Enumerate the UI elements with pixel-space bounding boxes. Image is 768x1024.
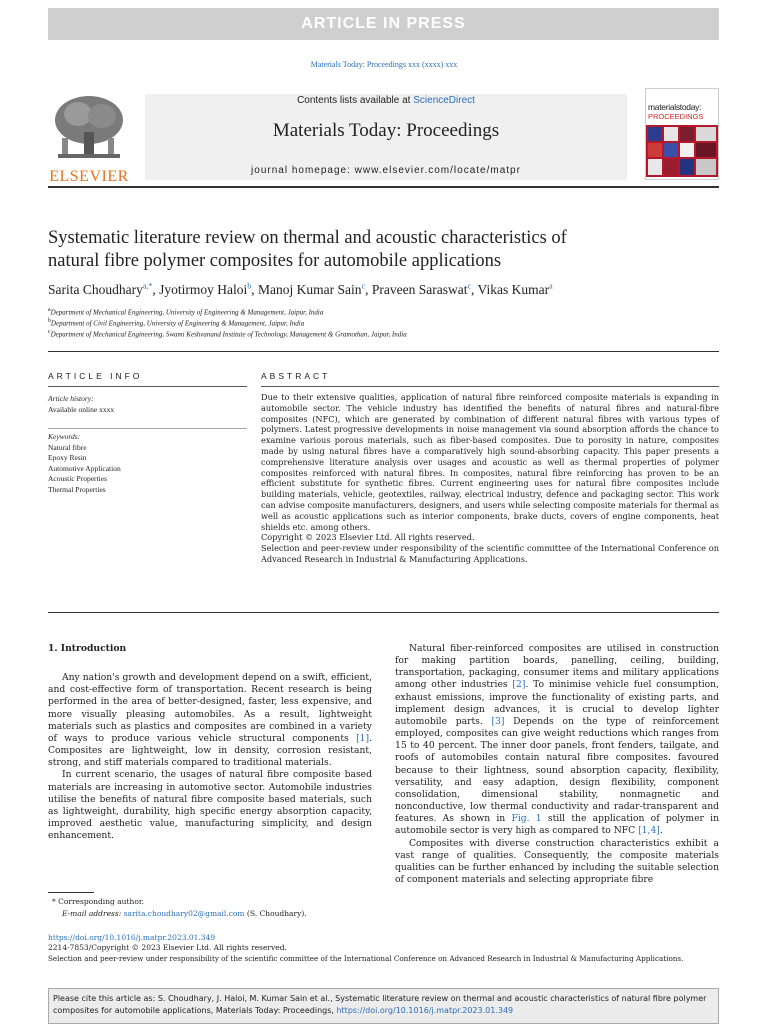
abstract-text: Due to their extensive qualities, application of natural fibre reinforced composite materials is expanding in automobile sector. The vehicle industry has identified the benefits of natural fibres and natural-fibre composites (NFC), which are generated by combination of different natural fibres with various types of polymers. Latest progressive developments in noise management via sound absorption affords the chance to examine various porous materials, such as fiber-based composites. Due to porosity in nature, composites made by using natural fibres have a comparatively high sound-absorbing capacity. This paper presents a comprehensive literature analysis over usages and acoustic as well as thermal properties of polymer composites reinforced with natural fibres. In composites, natural fibre reinforcing has proven to be an efficient substitute for synthetic fibres. Current engineering uses for natural fibre composites include building materials, vehicle, geotextiles, railway, electrical industry, defence and packaging sector. This work can advise composite manufacturers, designers, and users while selecting composite materials for thermal as well as acoustic applications such as interior components, brake ducts, covers of engine components, heat shields etc. among others. Copyright © 2023 Elsevier Ltd. All rights reserved. Selection and peer-review under responsibility of the scientific committee of the International Conference on Advanced Research in Industrial & Manufacturing Applications. bbox=[261, 392, 719, 564]
contents-line bbox=[145, 95, 627, 106]
abstract-bottom-rule bbox=[48, 612, 719, 613]
author-list bbox=[48, 281, 728, 298]
cite-doi-link[interactable]: https://doi.org/10.1016/j.matpr.2023.01.349 bbox=[336, 1006, 514, 1015]
keyword: Acoustic Properties bbox=[48, 474, 107, 483]
author-1[interactable]: Sarita Choudhary$^{a,*}$, bbox=[48, 281, 160, 297]
author-2[interactable]: Jyotirmoy Haloi$^b$, bbox=[159, 281, 259, 297]
history-rule bbox=[48, 428, 247, 429]
journal-title: Materials Today: Proceedings bbox=[272, 120, 500, 141]
paragraph: In current scenario, the usages of natural fibre composite based materials are increasing in automotive sector. Automobile industries utilise the benefits of natural fibre composite based materials, such as lightweight, durability, high specific energy absorption capacity, improved aesthetic value, manufacturing simplicity, and design enhancement. bbox=[48, 769, 372, 842]
elsevier-wordmark: ELSEVIER bbox=[49, 168, 129, 185]
journal-cover[interactable] bbox=[645, 88, 719, 180]
abstract-heading: ABSTRACT bbox=[261, 371, 331, 381]
bottom-peer-review: Selection and peer-review under responsibility of the scientific committee of the International Conference on Advanced Research in Industrial & Manufacturing Applications. bbox=[48, 954, 684, 963]
journal-citation-line[interactable]: Materials Today: Proceedings xxx (xxxx) xxx bbox=[310, 60, 458, 69]
author-5[interactable]: Vikas Kumar$^a$ bbox=[477, 281, 553, 297]
cover-title: materialstoday: PROCEEDINGS bbox=[648, 102, 704, 121]
paragraph: Composites with diverse construction characteristics exhibit a vast range of qualities. Consequently, the composite materials qualities can be further enhanced by including the suitable selection of component materials and selecting appropriate fibre bbox=[395, 837, 719, 885]
intro-left-column bbox=[48, 643, 372, 842]
doi-link[interactable]: https://doi.org/10.1016/j.matpr.2023.01.349 bbox=[48, 933, 216, 942]
issn-line: 2214-7853/Copyright © 2023 Elsevier Ltd. All rights reserved. bbox=[48, 943, 287, 952]
reference-link[interactable]: [2] bbox=[512, 679, 526, 691]
affiliation-b: $^b$Department of Civil Engineering, University of Engineering & Management, Jaipur, India bbox=[48, 318, 305, 328]
section-heading: 1. Introduction bbox=[48, 643, 127, 654]
contents-prefix: Contents lists available at bbox=[297, 95, 414, 106]
paragraph: Natural fiber-reinforced composites are utilised in construction for making partition boards, panelling, ceiling, building, transportation, packaging, consumer items and military applications among other industries [2]. To minimise vehicle fuel consumption, exhaust emissions, improve the functionality of existing parts, and implement design advances, it is crucial to develop lighter automobile parts. [3] Depends on the type of reinforcement employed, composites can give weight reductions which ranges from 15 to 40 percent. The inner door panels, front fenders, tailgate, and roofs of automobiles contain natural fibre composites. favoured because to their lightness, sound absorption capacity, flexibility, versatility, and easy adaption, design flexibility, component consolidation, dimensional stability, nonmagnetic and nonconductive, low thermal conductivity and radar-transparent and features. As shown in Fig. 1 still the application of polymer in automobile sector is very high as compared to NFC [1,4]. bbox=[395, 643, 720, 837]
keywords-block: Keywords: Natural fibre Epoxy Resin Automotive Application Acoustic Properties Thermal Properties bbox=[48, 432, 247, 495]
article-history: Article history: Available online xxxx bbox=[48, 394, 115, 414]
abstract-rule bbox=[261, 386, 719, 387]
keyword: Epoxy Resin bbox=[48, 453, 87, 462]
affiliation-c: $^c$Department of Mechanical Engineering, Swami Keshvanand Institute of Technology, Management & Gramothan, Jaipur, India bbox=[48, 329, 407, 339]
cover-image bbox=[646, 125, 718, 177]
keyword: Natural fibre bbox=[48, 442, 87, 452]
cite-this-article-box: Please cite this article as: S. Choudhary, J. Haloi, M. Kumar Sain et al., Systematic literature review on thermal and acoustic characteristics of natural fibre polymer composites for automobile applications, Materials Today: Proceedings, https://doi.org/10.1016/j.matpr.2023.01.349 bbox=[48, 988, 719, 1024]
article-info-heading: ARTICLE INFO bbox=[48, 371, 143, 381]
affiliation-a: $^a$Department of Mechanical Engineering, University of Engineering & Management, Jaipur, India bbox=[48, 307, 324, 317]
keyword: Automotive Application bbox=[48, 463, 121, 473]
journal-homepage[interactable]: journal homepage: www.elsevier.com/locate/matpr bbox=[251, 165, 521, 176]
author-4[interactable]: Praveen Saraswat$^c$, bbox=[371, 281, 478, 297]
paragraph: Any nation's growth and development depend on a swift, efficient, and cost-effective form of transportation. Recent research is being performed in the area of better-designed, faster, less expensive, and more visually pleasing automobiles. As a result, lightweight materials such as plastics and composites are combined in a variety of ways to produce various vehicle structural components [1]. Composites are lightweight, low in density, corrosion resistant, strong, and stiff materials compared to traditional materials. bbox=[48, 672, 372, 769]
figure-link[interactable]: Fig. 1 bbox=[511, 813, 542, 825]
article-in-press-banner: ARTICLE IN PRESS bbox=[48, 8, 719, 40]
footnote-rule bbox=[48, 892, 94, 893]
intro-right-column bbox=[395, 643, 719, 886]
footnote: * Corresponding author. E-mail address: sarita.choudhary02@gmail.com (S. Choudhary). bbox=[52, 897, 307, 918]
elsevier-tree-icon bbox=[48, 92, 130, 162]
keyword: Thermal Properties bbox=[48, 484, 106, 494]
reference-link[interactable]: [1,4] bbox=[638, 825, 660, 837]
reference-link[interactable]: [3] bbox=[491, 715, 505, 727]
affiliation-divider bbox=[48, 351, 719, 352]
sciencedirect-link[interactable]: ScienceDirect bbox=[413, 95, 475, 106]
header-divider bbox=[48, 186, 719, 188]
article-title: Systematic literature review on thermal and acoustic characteristics of natural fibre polymer composites for automobile applications bbox=[48, 228, 567, 271]
elsevier-logo[interactable] bbox=[48, 92, 130, 185]
reference-link[interactable]: [1] bbox=[356, 732, 370, 744]
article-info-rule bbox=[48, 386, 247, 387]
email-link[interactable]: sarita.choudhary02@gmail.com bbox=[123, 909, 245, 918]
author-3[interactable]: Manoj Kumar Sain$^c$, bbox=[258, 281, 372, 297]
